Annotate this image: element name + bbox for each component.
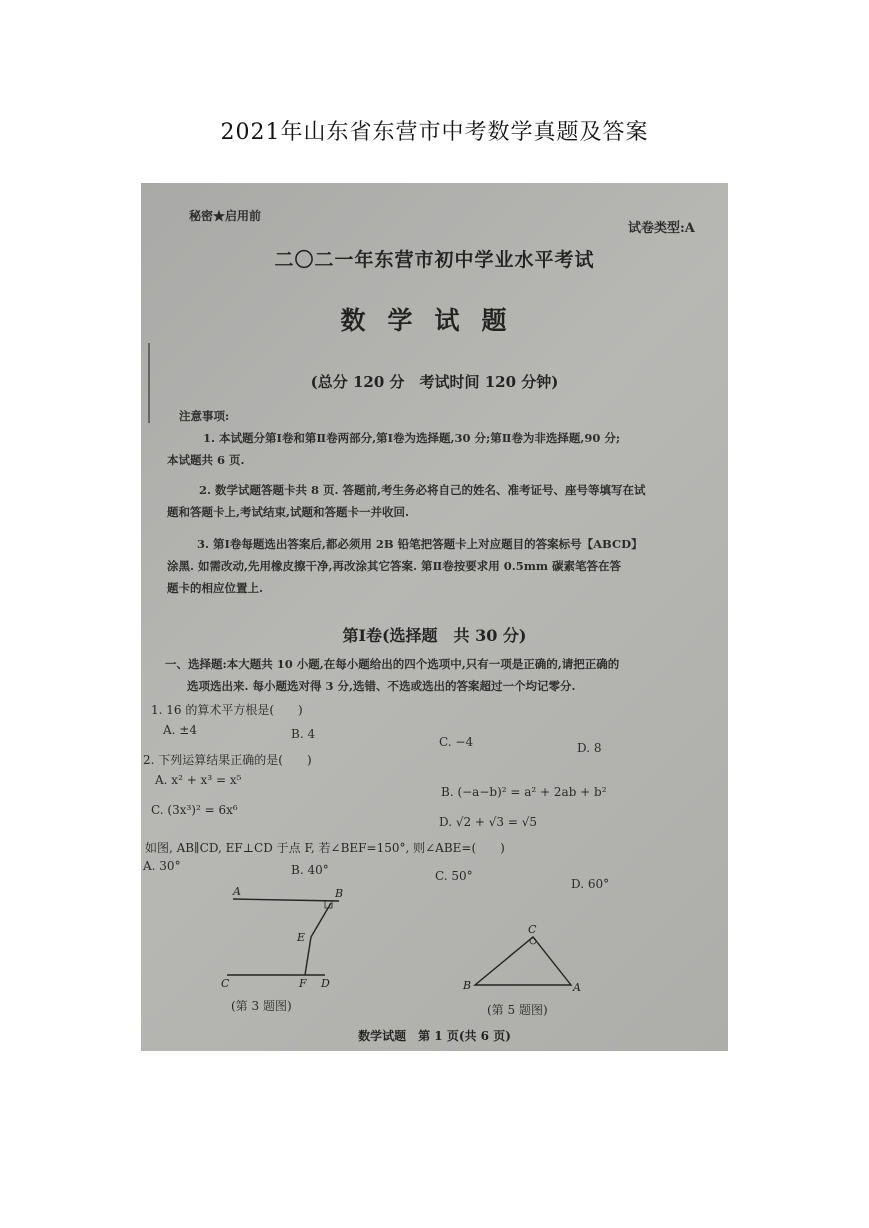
notice-item2-line1: 2. 数学试题答题卡共 8 页. 答题前,考生务必将自己的姓名、准考证号、座号等填写在试	[199, 483, 646, 497]
label-b: B	[335, 887, 344, 900]
section-title: 第Ⅰ卷(选择题 共 30 分)	[342, 626, 527, 645]
exam-name: 二〇二一年东营市初中学业水平考试	[274, 249, 595, 271]
q1-option-a: A. ±4	[163, 723, 197, 737]
label-c: C	[528, 923, 537, 936]
notice-title: 注意事项:	[179, 409, 230, 423]
q2-option-b: B. (−a−b)² = a² + 2ab + b²	[441, 785, 607, 799]
label-d: D	[321, 977, 330, 990]
label-a: A	[233, 885, 241, 898]
notice-item3-line1: 3. 第Ⅰ卷每题选出答案后,都必须用 2B 铅笔把答题卡上对应题目的答案标号【ABCD】	[197, 537, 643, 551]
notice-item3-line2: 涂黑. 如需改动,先用橡皮擦干净,再改涂其它答案. 第Ⅱ卷按要求用 0.5mm 碳素笔答在答	[167, 559, 622, 573]
section-intro-line2: 选项选出来. 每小题选对得 3 分,选错、不选或选出的答案超过一个均记零分.	[187, 679, 576, 693]
q3-stem: 如图, AB∥CD, EF⊥CD 于点 F, 若∠BEF=150°, 则∠ABE=( )	[145, 841, 505, 855]
q3-option-a: A. 30°	[143, 859, 181, 873]
label-c: C	[221, 977, 230, 990]
figure-q5	[461, 923, 591, 1003]
subject-title: 数学试题	[340, 306, 529, 335]
secret-label: 秘密★启用前	[189, 209, 262, 223]
page-footer: 数学试题 第 1 页(共 6 页)	[358, 1029, 511, 1043]
notice-item3-line3: 题卡的相应位置上.	[167, 581, 264, 595]
q2-option-d: D. √2 + √3 = √5	[439, 815, 538, 829]
q1-option-c: C. −4	[439, 735, 474, 749]
exam-page-photo	[141, 183, 728, 1051]
label-a: A	[573, 981, 581, 994]
q2-option-c: C. (3x³)² = 6x⁶	[151, 803, 238, 817]
notice-item1-line2: 本试题共 6 页.	[167, 453, 245, 467]
notice-item1-line1: 1. 本试题分第Ⅰ卷和第Ⅱ卷两部分,第Ⅰ卷为选择题,30 分;第Ⅱ卷为非选择题,90 分;	[203, 431, 621, 445]
q1-option-d: D. 8	[577, 741, 602, 755]
label-e: E	[297, 931, 306, 944]
document-title: 2021年山东省东营市中考数学真题及答案	[220, 120, 649, 145]
label-b: B	[463, 979, 472, 992]
triangle-abc	[475, 937, 571, 985]
q1-stem: 1. 16 的算术平方根是( )	[151, 703, 303, 717]
q3-option-b: B. 40°	[291, 863, 329, 877]
section-intro-line1: 一、选择题:本大题共 10 小题,在每小题给出的四个选项中,只有一项是正确的,请把正确的	[165, 657, 620, 671]
figure-q3-caption: (第 3 题图)	[231, 999, 292, 1013]
q2-option-a: A. x² + x³ = x⁵	[155, 773, 242, 787]
segment-ef	[305, 937, 311, 975]
figure-q5-caption: (第 5 题图)	[487, 1003, 548, 1017]
notice-item2-line2: 题和答题卡上,考试结束,试题和答题卡一并收回.	[167, 505, 410, 519]
label-f: F	[299, 977, 307, 990]
q3-option-c: C. 50°	[435, 869, 473, 883]
line-ab	[233, 899, 339, 901]
vertex-mark	[530, 938, 536, 944]
q2-stem: 2. 下列运算结果正确的是( )	[143, 753, 312, 767]
q1-option-b: B. 4	[291, 727, 316, 741]
q3-option-d: D. 60°	[571, 877, 610, 891]
paper-type-label: 试卷类型:A	[628, 221, 695, 236]
exam-meta: (总分 120 分 考试时间 120 分钟)	[310, 373, 559, 391]
figure-q3	[221, 883, 361, 993]
